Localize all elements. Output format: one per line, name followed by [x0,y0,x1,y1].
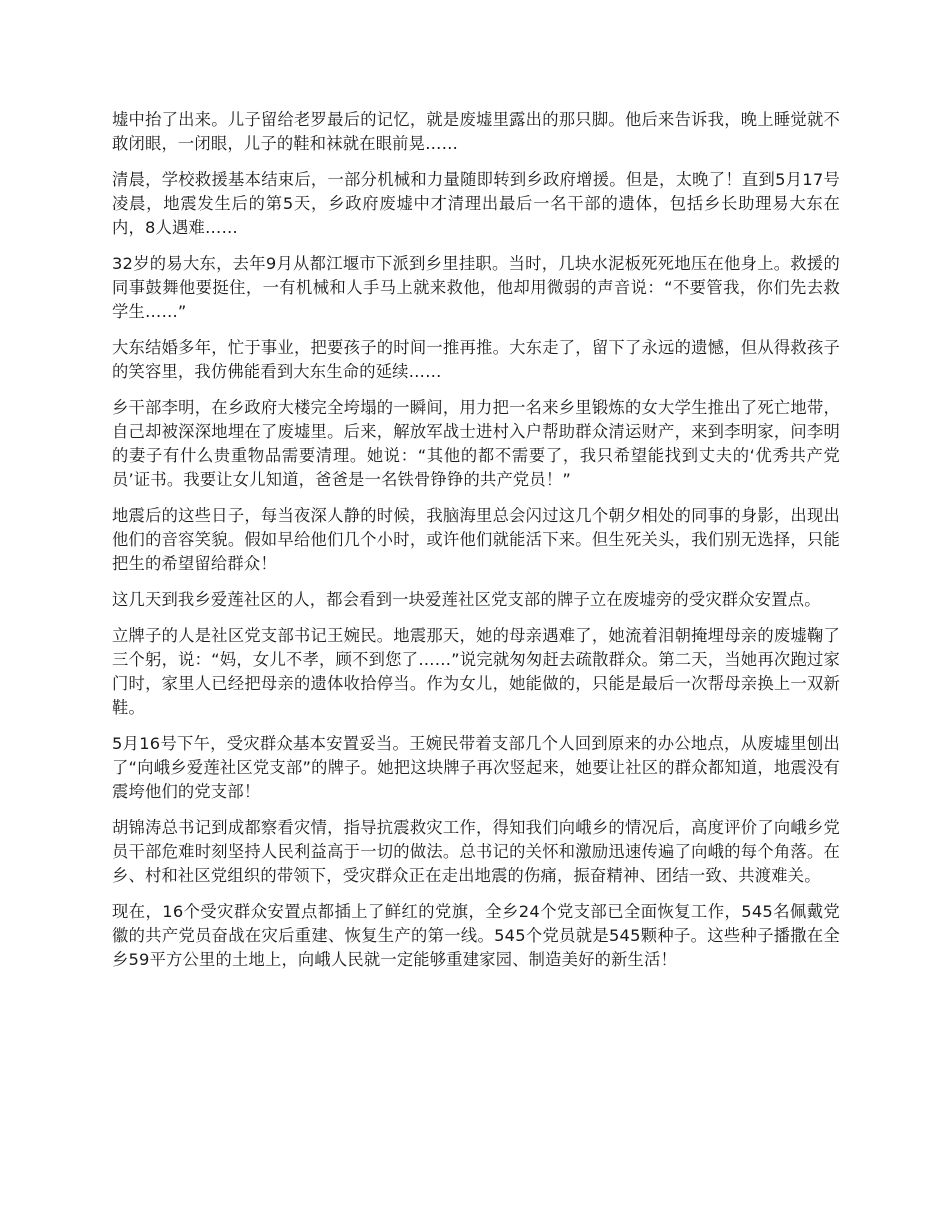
paragraph: 乡干部李明，在乡政府大楼完全垮塌的一瞬间，用力把一名来乡里锻炼的女大学生推出了死亡地带，自己却被深深地埋在了废墟里。后来，解放军战士进村入户帮助群众清运财产，来到李明家，问李明的妻子有什么贵重物品需要清理。她说：“其他的都不需要了，我只希望能找到丈夫的‘优秀共产党员’证书。我要让女儿知道，爸爸是一名铁骨铮铮的共产党员！” [112,398,840,489]
paragraph: 胡锦涛总书记到成都察看灾情，指导抗震救灾工作，得知我们向峨乡的情况后，高度评价了向峨乡党员干部危难时刻坚持人民利益高于一切的做法。总书记的关怀和激励迅速传遍了向峨的每个角落。在乡、村和社区党组织的带领下，受灾群众正在走出地震的伤痛，振奋精神、团结一致、共渡难关。 [112,818,840,885]
paragraph: 5月16号下午，受灾群众基本安置妥当。王婉民带着支部几个人回到原来的办公地点，从废墟里刨出了“向峨乡爱莲社区党支部”的牌子。她把这块牌子再次竖起来，她要让社区的群众都知道，地震没有震垮他们的党支部！ [112,734,840,801]
paragraph: 立牌子的人是社区党支部书记王婉民。地震那天，她的母亲遇难了，她流着泪朝掩埋母亲的废墟鞠了三个躬，说：“妈，女儿不孝，顾不到您了……”说完就匆匆赶去疏散群众。第二天，当她再次跑过家门时，家里人已经把母亲的遗体收拾停当。作为女儿，她能做的，只能是最后一次帮母亲换上一双新鞋。 [112,626,840,717]
paragraph: 清晨，学校救援基本结束后，一部分机械和力量随即转到乡政府增援。但是，太晚了！直到5月17号凌晨，地震发生后的第5天，乡政府废墟中才清理出最后一名干部的遗体，包括乡长助理易大东在内，8人遇难…… [112,170,840,237]
paragraph: 地震后的这些日子，每当夜深人静的时候，我脑海里总会闪过这几个朝夕相处的同事的身影，出现出他们的音容笑貌。假如早给他们几个小时，或许他们就能活下来。但生死关头，我们别无选择，只能把生的希望留给群众！ [112,506,840,573]
paragraph: 墟中抬了出来。儿子留给老罗最后的记忆，就是废墟里露出的那只脚。他后来告诉我，晚上睡觉就不敢闭眼，一闭眼，儿子的鞋和袜就在眼前晃…… [112,110,840,153]
paragraph: 大东结婚多年，忙于事业，把要孩子的时间一推再推。大东走了，留下了永远的遗憾，但从得救孩子的笑容里，我仿佛能看到大东生命的延续…… [112,338,840,381]
paragraph: 这几天到我乡爱莲社区的人，都会看到一块爱莲社区党支部的牌子立在废墟旁的受灾群众安置点。 [112,590,821,609]
paragraph: 现在，16个受灾群众安置点都插上了鲜红的党旗，全乡24个党支部已全面恢复工作，545名佩戴党徽的共产党员奋战在灾后重建、恢复生产的第一线。545个党员就是545颗种子。这些种子播撒在全乡59平方公里的土地上，向峨人民就一定能够重建家园、制造美好的新生活！ [112,902,840,969]
paragraph: 32岁的易大东，去年9月从都江堰市下派到乡里挂职。当时，几块水泥板死死地压在他身上。救援的同事鼓舞他要挺住，一有机械和人手马上就来救他，他却用微弱的声音说：“不要管我，你们先去救学生……” [112,254,840,321]
document-body [112,108,840,984]
